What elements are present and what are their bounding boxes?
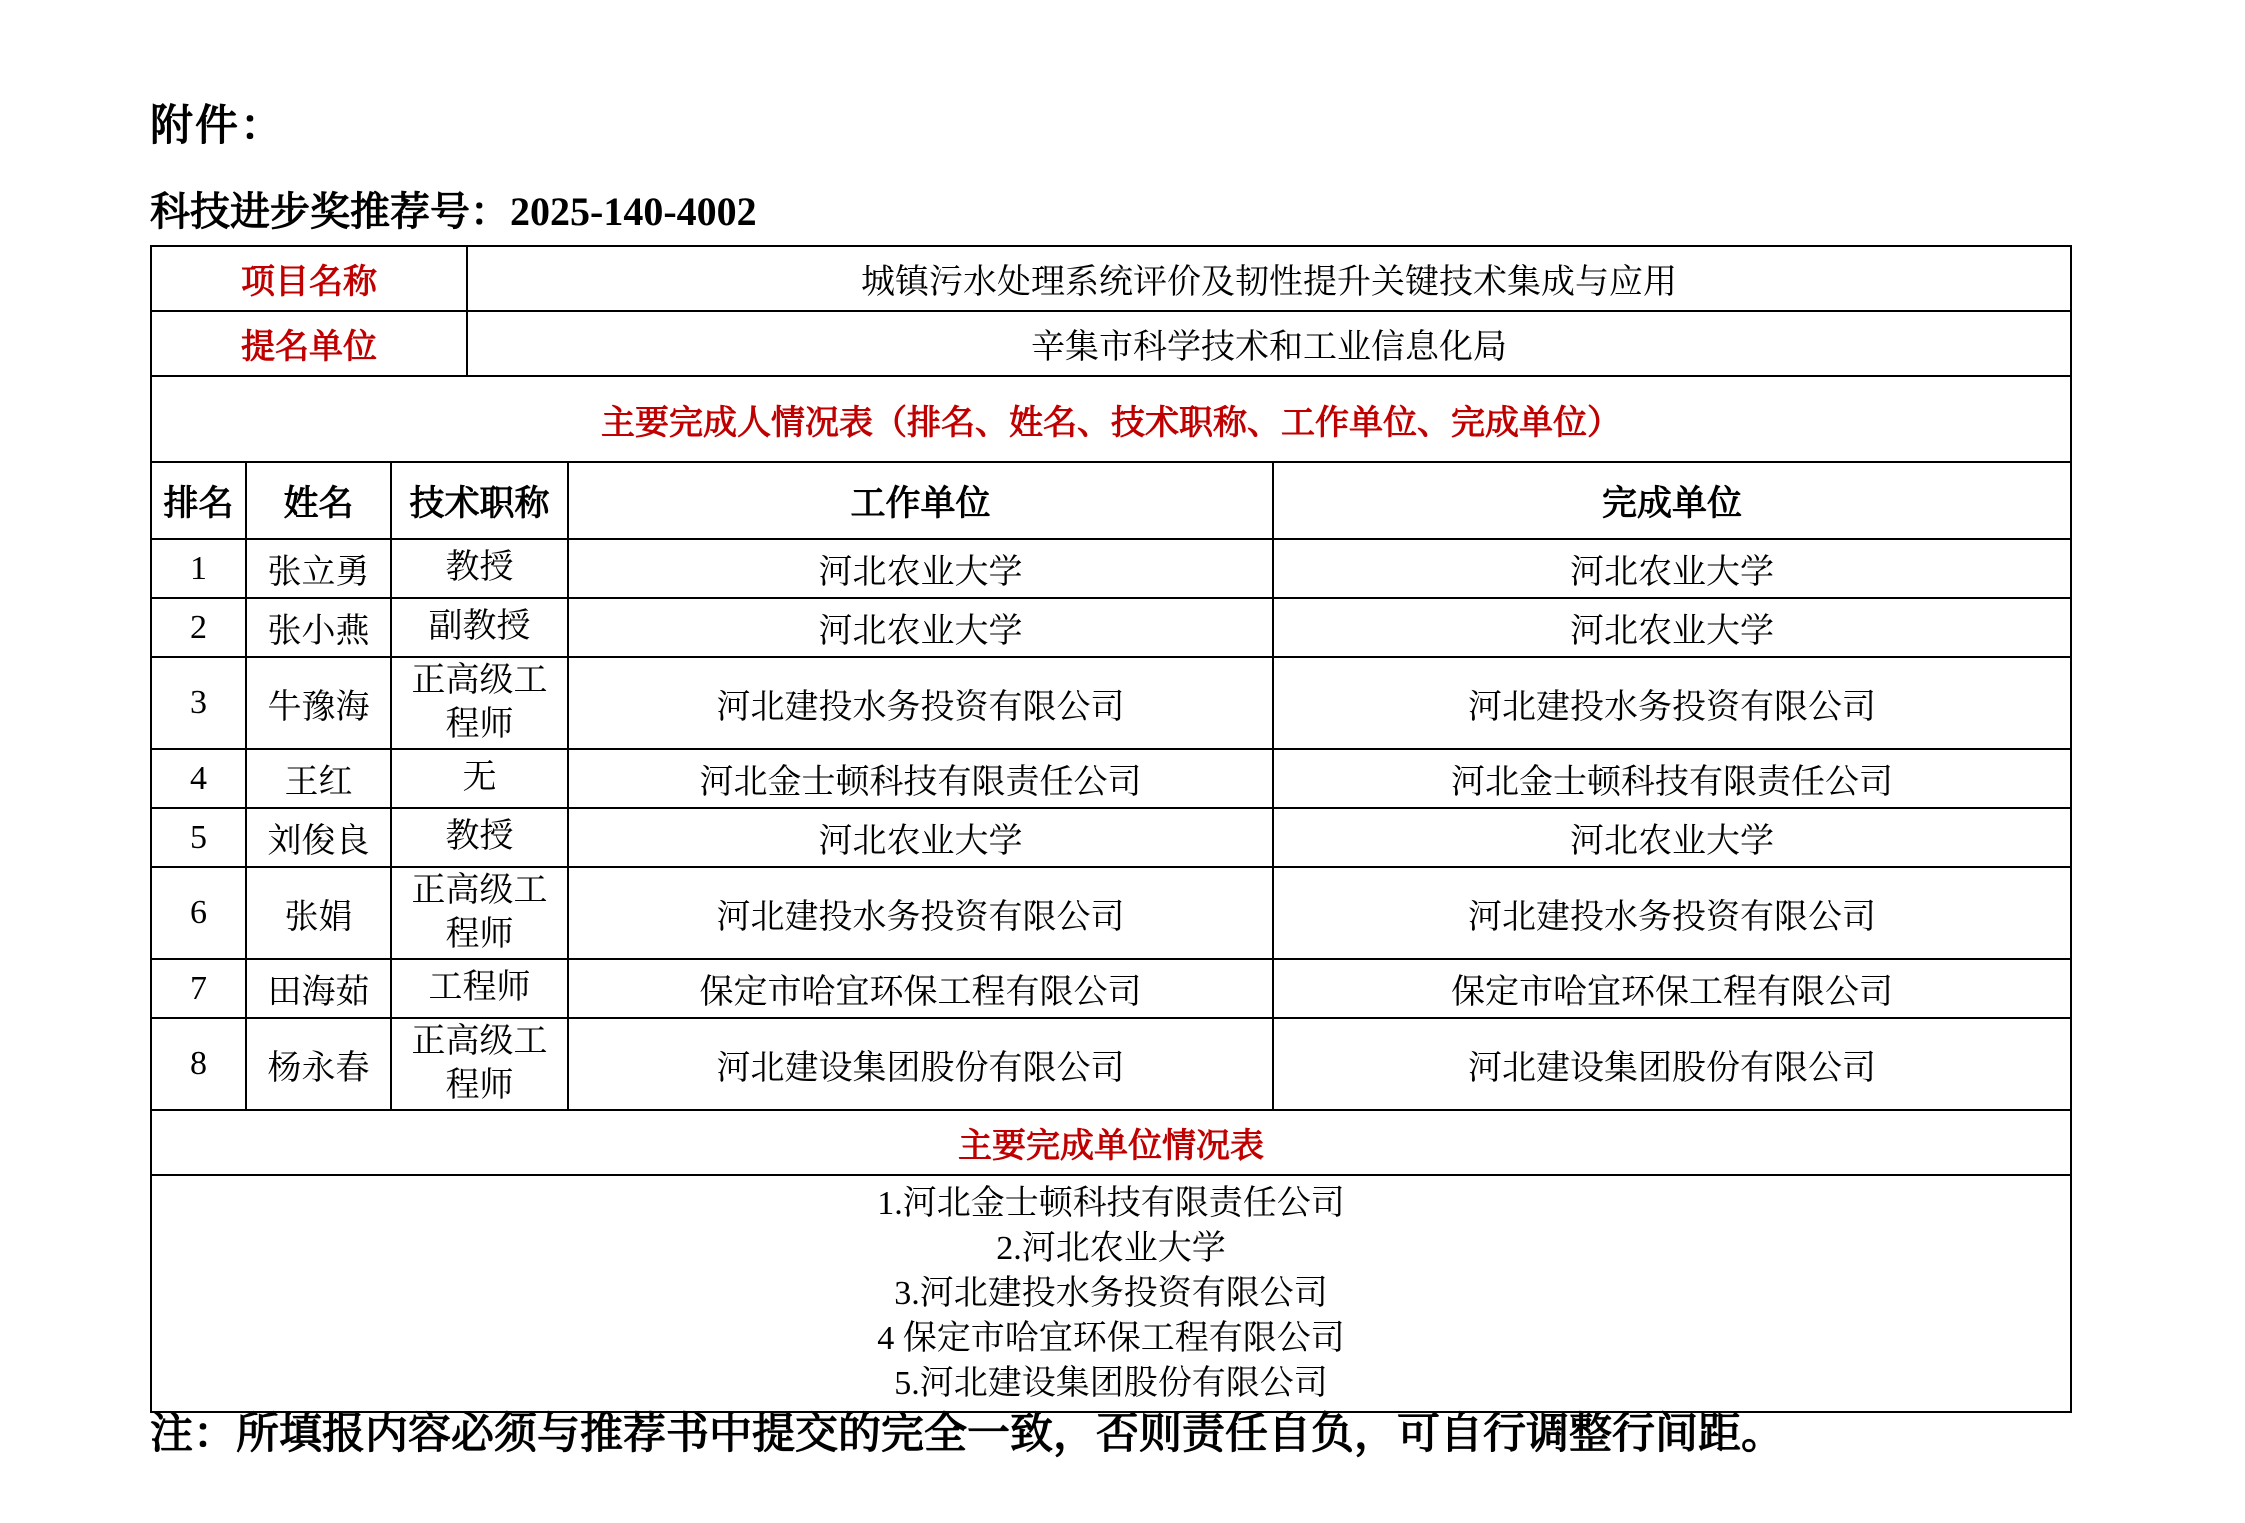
- contributors-header-row: [151, 462, 2071, 539]
- contributor-row: [151, 1018, 2071, 1110]
- header-completing-unit: 完成单位: [1273, 462, 2071, 539]
- recommendation-number: 2025-140-4002: [510, 189, 757, 234]
- cell-title: 正高级工程师: [391, 867, 568, 959]
- contributor-row: [151, 598, 2071, 657]
- cell-rank: 8: [151, 1018, 246, 1110]
- cell-title: 无: [391, 749, 568, 808]
- units-section-title-row: [151, 1110, 2071, 1175]
- unit-list-item: 3.河北建投水务投资有限公司: [894, 1275, 1328, 1312]
- cell-rank: 1: [151, 539, 246, 598]
- cell-title: 教授: [391, 539, 568, 598]
- cell-rank: 6: [151, 867, 246, 959]
- unit-list-item: 2.河北农业大学: [996, 1230, 1226, 1267]
- cell-completing-unit: 河北建设集团股份有限公司: [1273, 1018, 2071, 1110]
- cell-rank: 2: [151, 598, 246, 657]
- contributor-row: [151, 959, 2071, 1018]
- cell-work-unit: 河北农业大学: [568, 598, 1273, 657]
- header-title: 技术职称: [391, 462, 568, 539]
- cell-name: 张娟: [246, 867, 391, 959]
- cell-title: 教授: [391, 808, 568, 867]
- cell-rank: 7: [151, 959, 246, 1018]
- cell-completing-unit: 河北建投水务投资有限公司: [1273, 867, 2071, 959]
- recommendation-label: 科技进步奖推荐号：: [150, 189, 510, 234]
- unit-list-item: 5.河北建设集团股份有限公司: [894, 1365, 1328, 1402]
- cell-name: 杨永春: [246, 1018, 391, 1110]
- cell-name: 田海茹: [246, 959, 391, 1018]
- cell-completing-unit: 河北农业大学: [1273, 808, 2071, 867]
- cell-work-unit: 保定市哈宜环保工程有限公司: [568, 959, 1273, 1018]
- cell-name: 牛豫海: [246, 657, 391, 749]
- units-list-cell: [151, 1175, 2071, 1412]
- attachment-label: 附件：: [150, 103, 285, 150]
- cell-completing-unit: 河北建投水务投资有限公司: [1273, 657, 2071, 749]
- cell-completing-unit: 保定市哈宜环保工程有限公司: [1273, 959, 2071, 1018]
- footer-note: 注：所填报内容必须与推荐书中提交的完全一致，否则责任自负，可自行调整行间距。: [150, 1411, 1784, 1458]
- cell-completing-unit: 河北金士顿科技有限责任公司: [1273, 749, 2071, 808]
- units-list-row: [151, 1175, 2071, 1412]
- cell-rank: 5: [151, 808, 246, 867]
- header-rank: 排名: [151, 462, 246, 539]
- cell-title: 正高级工程师: [391, 1018, 568, 1110]
- header-work-unit: 工作单位: [568, 462, 1273, 539]
- cell-rank: 4: [151, 749, 246, 808]
- cell-completing-unit: 河北农业大学: [1273, 598, 2071, 657]
- cell-work-unit: 河北金士顿科技有限责任公司: [568, 749, 1273, 808]
- unit-list-item: 4 保定市哈宜环保工程有限公司: [877, 1320, 1345, 1357]
- cell-name: 张立勇: [246, 539, 391, 598]
- contributor-row: [151, 657, 2071, 749]
- cell-work-unit: 河北建投水务投资有限公司: [568, 867, 1273, 959]
- nominating-unit-row: [151, 311, 2071, 376]
- cell-name: 王红: [246, 749, 391, 808]
- cell-work-unit: 河北农业大学: [568, 808, 1273, 867]
- cell-work-unit: 河北农业大学: [568, 539, 1273, 598]
- contributor-row: [151, 808, 2071, 867]
- nominating-unit-value: 辛集市科学技术和工业信息化局: [467, 311, 2071, 376]
- cell-work-unit: 河北建设集团股份有限公司: [568, 1018, 1273, 1110]
- cell-title: 正高级工程师: [391, 657, 568, 749]
- contributors-section-title: 主要完成人情况表（排名、姓名、技术职称、工作单位、完成单位）: [151, 376, 2071, 462]
- header-name: 姓名: [246, 462, 391, 539]
- project-name-value: 城镇污水处理系统评价及韧性提升关键技术集成与应用: [467, 246, 2071, 311]
- cell-completing-unit: 河北农业大学: [1273, 539, 2071, 598]
- cell-title: 工程师: [391, 959, 568, 1018]
- cell-title: 副教授: [391, 598, 568, 657]
- project-name-label: 项目名称: [151, 246, 467, 311]
- cell-work-unit: 河北建投水务投资有限公司: [568, 657, 1273, 749]
- unit-list-item: 1.河北金士顿科技有限责任公司: [877, 1185, 1345, 1222]
- cell-rank: 3: [151, 657, 246, 749]
- nominating-unit-label: 提名单位: [151, 311, 467, 376]
- recommendation-line: [150, 180, 757, 237]
- project-name-row: [151, 246, 2071, 311]
- award-form-table: [150, 245, 2072, 1413]
- cell-name: 刘俊良: [246, 808, 391, 867]
- contributors-section-title-row: [151, 376, 2071, 462]
- units-section-title: 主要完成单位情况表: [151, 1110, 2071, 1175]
- cell-name: 张小燕: [246, 598, 391, 657]
- contributor-row: [151, 749, 2071, 808]
- contributor-row: [151, 867, 2071, 959]
- contributor-row: [151, 539, 2071, 598]
